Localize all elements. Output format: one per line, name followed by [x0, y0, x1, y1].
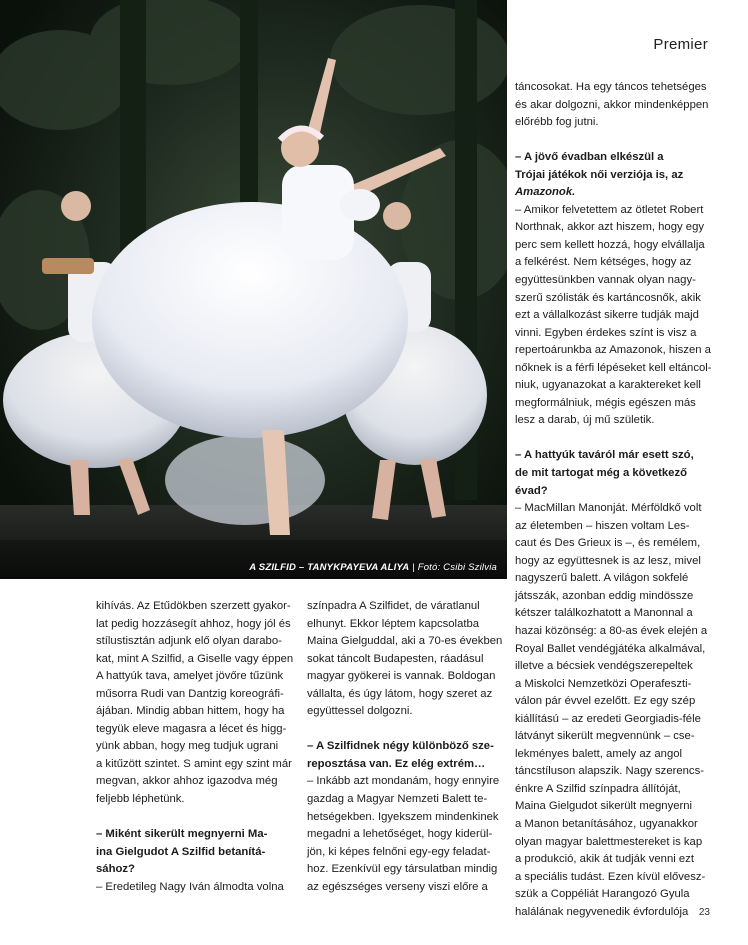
text-line: hazai közönség: a 80-as évek elején a	[515, 624, 708, 637]
text-line: táncstíluson alapszik. Nagy szerencs-	[515, 765, 704, 778]
text-line: együttesünkben vannak olyan nagy-	[515, 274, 696, 287]
paragraph	[96, 598, 296, 809]
text-line: kat, mint A Szilfid, a Giselle vagy éppen	[96, 652, 294, 665]
text-line: és akar dolgozni, akkor mindenképpen	[515, 98, 709, 111]
text-line: – Miként sikerült megnyerni Ma-	[96, 828, 268, 841]
interview-question	[307, 738, 502, 773]
text-line: lat pedig hozzásegít ahhoz, hogy jól és	[96, 617, 291, 630]
text-line: megadni a lehetőséget, hogy kiderül-	[307, 828, 493, 841]
section-label: Premier	[653, 36, 708, 53]
text-line: vinni. Egyben érdekes színt is visz a	[515, 326, 697, 339]
text-line: az egészséges verseny viszi előre a	[307, 880, 488, 893]
text-line: ájában. Mindig abban hittem, hogy ha	[96, 705, 285, 718]
text-line: perc sem kellett hozzá, hogy elvállalja	[515, 238, 705, 251]
text-line: a kitűzött szintet. S amint egy szint már	[96, 757, 292, 770]
text-line: halálának negyvenedik évfordulója	[515, 905, 689, 918]
text-line: niuk, ugyanazokat a karaktereket kell	[515, 379, 701, 392]
text-line: Royal Ballet vendégjátéka alkalmával,	[515, 642, 706, 655]
text-line: tegyük eleve magasra a lécet és higg-	[96, 722, 287, 735]
text-line: kiállítású – az eredeti Georgiadis-féle	[515, 712, 701, 725]
text-line: Northnak, akkor azt hiszem, hogy egy	[515, 221, 704, 234]
interview-question	[515, 447, 720, 500]
text-line: hoz. Ezenkívül egy társulatban mindig	[307, 863, 498, 876]
text-line: stílustisztán adjunk elő olyan darabo-	[96, 635, 282, 648]
text-line: látványt sikerült megvennünk – cse-	[515, 730, 695, 743]
interview-answer	[307, 773, 502, 896]
text-line: sához?	[96, 863, 135, 876]
interview-answer	[515, 500, 720, 921]
text-line: az életemben – hiszen voltam Les-	[515, 519, 690, 532]
caption-credit: | Fotó: Csibi Szilvia	[409, 562, 497, 573]
column-middle	[307, 598, 502, 896]
text-line: táncosokat. Ha egy táncos tehetséges	[515, 81, 707, 93]
text-line: válon pár évvel ezelőtt. Ez egy szép	[515, 695, 696, 708]
text-line: a Manon betanításához, ugyanakkor	[515, 817, 698, 830]
text-line: A hattyúk tava, amelyet jövőre tűzünk	[96, 670, 284, 683]
text-line: reposztása van. Ez elég extrém…	[307, 757, 486, 770]
text-line: nőknek is a férfi lépéseket kell eltáncol-	[515, 361, 712, 374]
text-line: illetve a bécsiek vendégszerepeltek	[515, 660, 693, 673]
text-line: színpadra A Szilfidet, de váratlanul	[307, 600, 480, 612]
text-line: elhunyt. Ekkor léptem kapcsolatba	[307, 617, 480, 630]
text-line: együttessel dolgozni.	[307, 705, 413, 718]
text-line: lesz a darab, új mű születik.	[515, 414, 655, 427]
text-line: de mit tartogat még a következő	[515, 467, 688, 480]
text-line: repertoárunkba az Amazonok, hiszen a	[515, 344, 711, 357]
text-line: yünk abban, hogy meg tudjuk ugrani	[96, 740, 279, 753]
text-line: kihívás. Az Etűdökben szerzett gyakor-	[96, 600, 291, 612]
text-line: – MacMillan Manonját. Mérföldkő volt	[515, 502, 702, 515]
paragraph	[307, 598, 502, 721]
ballet-scene-illustration	[0, 0, 507, 579]
text-line: énkre A Szilfid színpadra állítóját,	[515, 782, 681, 795]
text-line: nagyszerű balett. A világon sokfelé	[515, 572, 689, 585]
text-line: műsorra Rudi van Dantzig koreográfi-	[96, 687, 284, 700]
text-line: előrébb fog jutni.	[515, 116, 599, 129]
text-line: gazdag a Magyar Nemzeti Balett te-	[307, 793, 488, 806]
paragraph-intro	[515, 79, 720, 132]
text-line: a speciális tudást. Ezen kívül elővesz-	[515, 870, 706, 883]
text-line: a Miskolci Nemzetközi Operafeszti-	[515, 677, 692, 690]
page-number: 23	[698, 907, 710, 918]
text-line: – A hattyúk taváról már esett szó,	[515, 449, 694, 462]
text-line: sokat táncolt Budapesten, ráadásul	[307, 652, 484, 665]
text-line: jön, ki képes felnőni egy-egy feladat-	[307, 845, 491, 858]
text-line: a produkció, akik át tudják venni ezt	[515, 853, 694, 866]
text-line: hetségekben. Igyekszem mindenkinek	[307, 810, 499, 823]
text-line: caut és Des Grieux is –, és remélem,	[515, 537, 701, 550]
text-line: megformálniuk, mégis egészen más	[515, 396, 696, 409]
column-left	[96, 598, 296, 896]
interview-question	[96, 826, 296, 879]
text-line: – Amikor felvetettem az ötletet Robert	[515, 203, 704, 216]
text-line: – A Szilfidnek négy különböző sze-	[307, 740, 494, 753]
text-line: – Inkább azt mondanám, hogy ennyire	[307, 775, 500, 788]
text-line: lekményes balett, amely az angol	[515, 747, 683, 760]
text-line: évad?	[515, 484, 548, 497]
ballet-photo	[0, 0, 507, 579]
text-line: Trójai játékok női verziója is, az	[515, 168, 684, 181]
text-line: feljebb léphetünk.	[96, 793, 185, 806]
text-line: olyan magyar balettmestereket is kap	[515, 835, 703, 848]
text-line: magyar gyökerei is vannak. Boldogan	[307, 670, 496, 683]
interview-question	[515, 149, 720, 202]
text-line: hogy az együttesnek is az lesz, mivel	[515, 554, 701, 567]
text-line: szük a Coppéliát Harangozó Gyula	[515, 888, 690, 901]
interview-answer	[515, 202, 720, 430]
text-line: szerű szólisták és kartáncosnők, akik	[515, 291, 701, 304]
text-line: megvan, akkor ahhoz igazodva még	[96, 775, 278, 788]
photo-caption	[249, 562, 497, 573]
text-line: ezt a vállalkozást sikerre tudják majd	[515, 309, 699, 322]
text-line: – A jövő évadban elkészül a	[515, 151, 664, 164]
text-line-italic	[515, 184, 720, 202]
text-line: Maina Gielguddal, aki a 70-es években	[307, 635, 503, 648]
italic-title: Amazonok.	[515, 186, 576, 199]
text-line: vállalta, és úgy látom, hogy szeret az	[307, 687, 493, 700]
column-right	[515, 79, 720, 921]
text-line: a felkérést. Nem kétséges, hogy az	[515, 256, 692, 269]
text-line: Maina Gielgudot sikerült megnyerni	[515, 800, 693, 813]
text-line: ina Gielgudot A Szilfid betanítá-	[96, 845, 266, 858]
text-line: – Eredetileg Nagy Iván álmodta volna	[96, 880, 284, 893]
text-line: kétszer találkozhatott a Manonnal a	[515, 607, 693, 620]
interview-answer	[96, 879, 296, 897]
caption-title: A SZILFID – TANYKPAYEVA ALIYA	[249, 562, 410, 573]
text-line: játsszák, azonban eddig mindössze	[515, 589, 694, 602]
